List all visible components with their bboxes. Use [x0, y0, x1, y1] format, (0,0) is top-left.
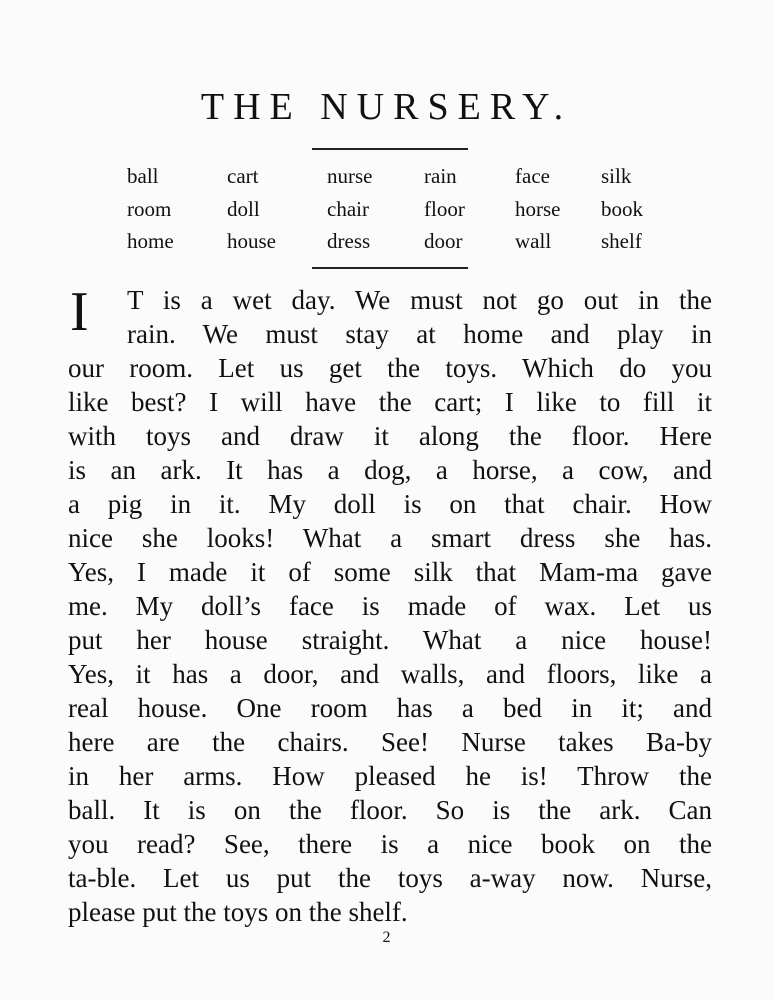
text-line: rain. We must stay at home and play in [127, 319, 712, 349]
vocab-word: shelf [601, 229, 642, 253]
text-line: Yes, it has a door, and walls, and floors, like a [68, 659, 712, 689]
vocab-word: ball [127, 164, 159, 188]
text-line: in her arms. How pleased he is! Throw the [68, 761, 712, 791]
text-line: you read? See, there is a nice book on the [68, 829, 712, 859]
page-number: 2 [382, 929, 391, 946]
bottom-divider [312, 267, 468, 269]
text-line: put her house straight. What a nice house! [68, 625, 712, 655]
text-line: T is a wet day. We must not go out in the [127, 285, 712, 315]
vocab-word: nurse [327, 164, 373, 188]
vocab-word: wall [515, 229, 552, 253]
page-title: THE NURSERY. [200, 86, 573, 128]
vocab-word: silk [601, 164, 632, 188]
vocab-word: horse [515, 197, 561, 221]
top-divider [312, 148, 468, 150]
vocab-word: rain [424, 164, 457, 188]
text-line: nice she looks! What a smart dress she has. [68, 523, 712, 553]
vocab-word: dress [327, 229, 371, 253]
text-line: with toys and draw it along the floor. Here [68, 421, 712, 451]
vocab-word: room [127, 197, 172, 221]
vocab-word: chair [327, 197, 369, 221]
text-line: our room. Let us get the toys. Which do you [68, 353, 712, 383]
text-line: is an ark. It has a dog, a horse, a cow, and [68, 455, 712, 485]
story-paragraph [68, 283, 712, 929]
text-line: me. My doll’s face is made of wax. Let us [68, 591, 712, 621]
text-line: like best? I will have the cart; I like to fill it [68, 387, 712, 417]
text-line: a pig in it. My doll is on that chair. How [68, 489, 712, 519]
vocab-word: floor [424, 197, 465, 221]
vocab-word: doll [227, 197, 260, 221]
text-line: Yes, I made it of some silk that Mam-ma gave [68, 557, 712, 587]
vocab-word: house [227, 229, 276, 253]
drop-cap-letter: I [70, 281, 89, 343]
vocab-word: face [515, 164, 550, 188]
text-line: ball. It is on the floor. So is the ark. Can [68, 795, 712, 825]
vocab-word: book [601, 197, 643, 221]
vocab-word: door [424, 229, 463, 253]
vocab-word: cart [227, 164, 259, 188]
text-line: real house. One room has a bed in it; and [68, 693, 712, 723]
vocab-word: home [127, 229, 174, 253]
text-line: please put the toys on the shelf. [68, 897, 408, 927]
text-line: ta-ble. Let us put the toys a-way now. Nurse, [68, 863, 712, 893]
text-line: here are the chairs. See! Nurse takes Ba-by [68, 727, 712, 757]
